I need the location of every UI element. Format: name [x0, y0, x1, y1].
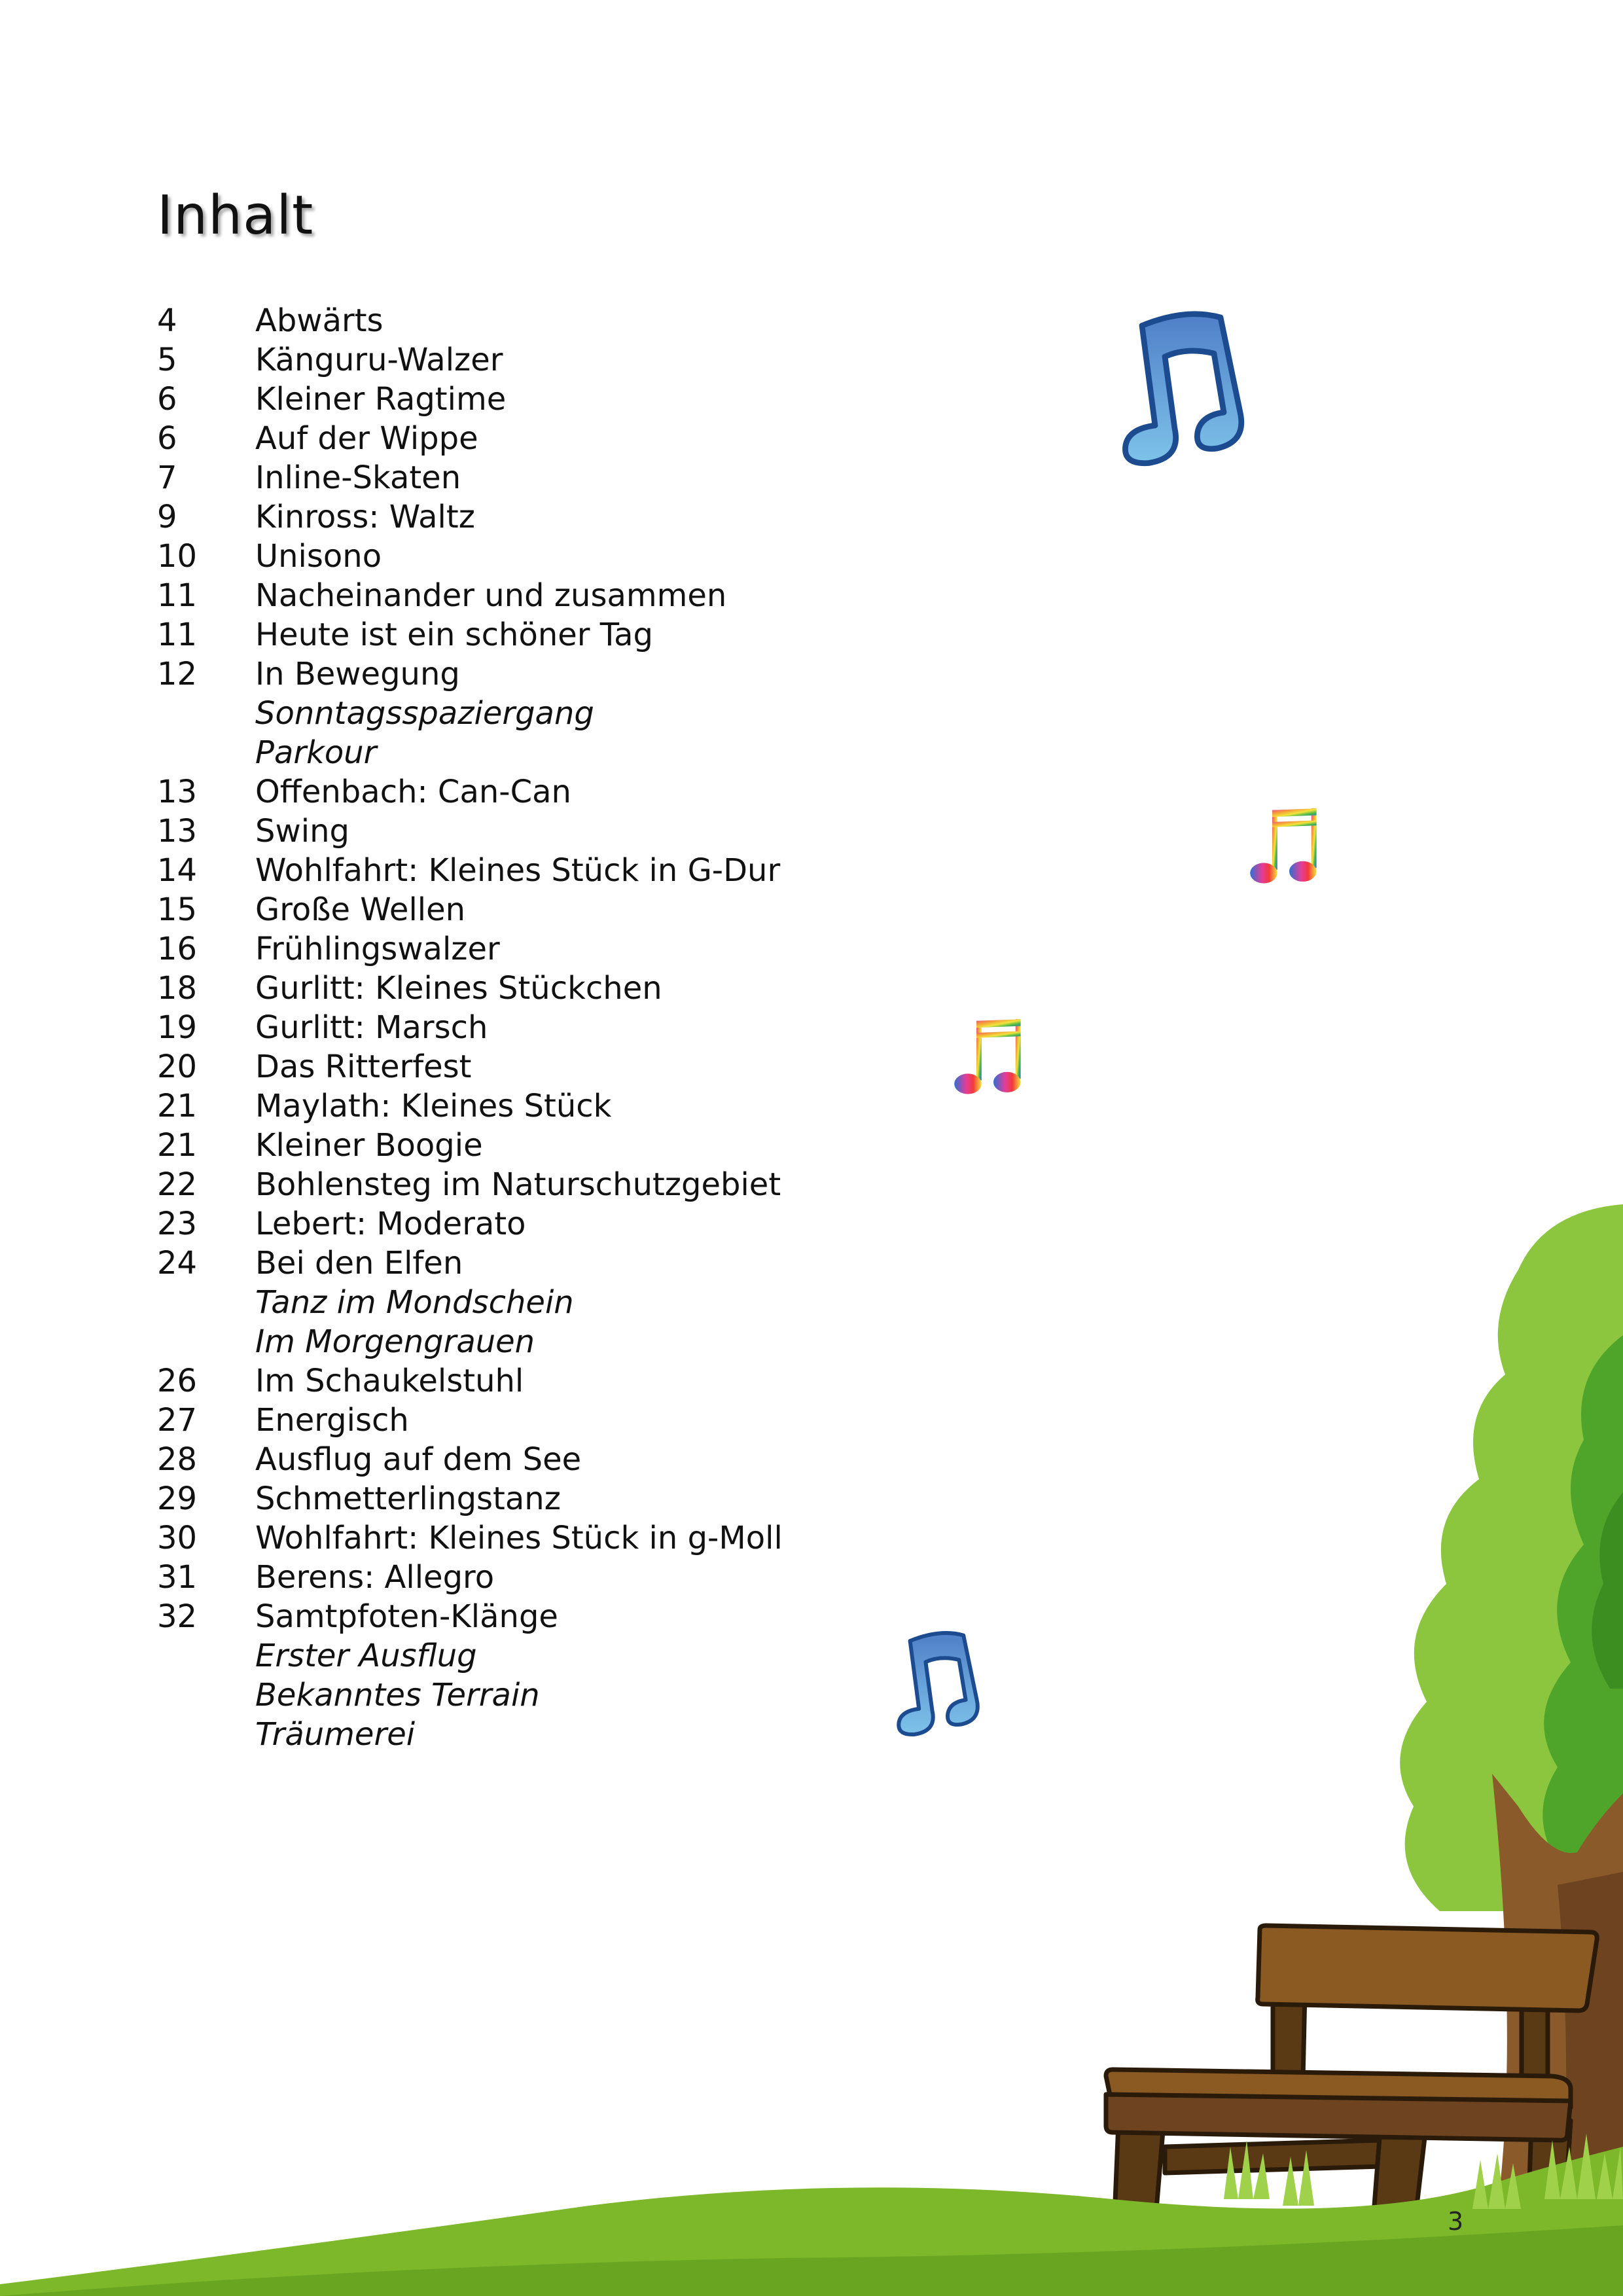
page-title: Inhalt — [157, 185, 314, 247]
toc-entry — [157, 1008, 783, 1047]
toc-title: Heute ist ein schöner Tag — [255, 617, 654, 653]
toc-title: Känguru-Walzer — [255, 342, 503, 378]
toc-entry — [157, 419, 783, 458]
toc-entry — [157, 772, 783, 812]
toc-entry — [157, 851, 783, 890]
toc-page-number: 18 — [157, 970, 198, 1007]
toc-title: Offenbach: Can-Can — [255, 774, 571, 810]
toc-page-number — [157, 694, 255, 733]
toc-title: Inline-Skaten — [255, 459, 461, 496]
toc-page-number: 9 — [157, 499, 177, 535]
toc-page-number: 22 — [157, 1166, 198, 1203]
toc-title: Abwärts — [255, 302, 383, 339]
toc-entry — [157, 380, 783, 419]
toc-title: Schmetterlingstanz — [255, 1480, 561, 1517]
toc-title: Samtpfoten-Klänge — [255, 1598, 558, 1635]
toc-page-number: 14 — [157, 852, 198, 889]
toc-entry — [157, 340, 783, 380]
toc-subtitle: Träumerei — [255, 1716, 416, 1753]
toc-page-number: 6 — [157, 381, 177, 418]
toc-page-number: 21 — [157, 1088, 198, 1124]
toc-subtitle: Im Morgengrauen — [255, 1323, 535, 1360]
toc-entry — [157, 733, 783, 772]
toc-page-number: 11 — [157, 617, 198, 653]
toc-entry — [157, 969, 783, 1008]
toc-title: Bohlensteg im Naturschutzgebiet — [255, 1166, 781, 1203]
toc-page-number: 13 — [157, 774, 198, 810]
toc-title: Lebert: Moderato — [255, 1206, 526, 1242]
toc-entry — [157, 537, 783, 576]
toc-entry — [157, 576, 783, 615]
park-scene-illustration — [0, 1178, 1623, 2296]
toc-page-number: 30 — [157, 1520, 198, 1556]
toc-page-number: 28 — [157, 1441, 198, 1478]
toc-entry — [157, 615, 783, 655]
toc-title: Auf der Wippe — [255, 420, 478, 457]
toc-page-number: 20 — [157, 1049, 198, 1085]
toc-title: Frühlingswalzer — [255, 931, 500, 967]
toc-title: Im Schaukelstuhl — [255, 1363, 524, 1399]
toc-entry — [157, 497, 783, 537]
toc-page-number: 29 — [157, 1480, 198, 1517]
toc-page-number: 21 — [157, 1127, 198, 1164]
toc-page-number: 31 — [157, 1559, 198, 1596]
toc-title: Ausflug auf dem See — [255, 1441, 582, 1478]
toc-page-number: 24 — [157, 1245, 198, 1282]
rainbow-music-note-icon — [948, 1016, 1039, 1101]
toc-page-number: 32 — [157, 1598, 198, 1635]
toc-subtitle: Sonntagsspaziergang — [255, 695, 594, 732]
toc-title: Swing — [255, 813, 349, 850]
toc-page-number — [157, 733, 255, 772]
toc-page-number: 26 — [157, 1363, 198, 1399]
toc-entry — [157, 1047, 783, 1086]
toc-title: Energisch — [255, 1402, 409, 1439]
toc-page-number: 19 — [157, 1009, 198, 1046]
toc-entry — [157, 812, 783, 851]
toc-entry — [157, 890, 783, 929]
page-number: 3 — [1448, 2207, 1464, 2236]
toc-page-number: 7 — [157, 459, 177, 496]
toc-title: Berens: Allegro — [255, 1559, 495, 1596]
toc-title: Wohlfahrt: Kleines Stück in g-Moll — [255, 1520, 783, 1556]
toc-page-number: 23 — [157, 1206, 198, 1242]
toc-entry — [157, 694, 783, 733]
toc-entry — [157, 1086, 783, 1126]
toc-title: In Bewegung — [255, 656, 460, 692]
rainbow-music-note-icon — [1247, 805, 1332, 890]
toc-title: Wohlfahrt: Kleines Stück in G-Dur — [255, 852, 781, 889]
toc-subtitle: Erster Ausflug — [255, 1638, 477, 1674]
toc-subtitle: Parkour — [255, 734, 377, 771]
toc-subtitle: Tanz im Mondschein — [255, 1284, 574, 1321]
toc-title: Gurlitt: Kleines Stückchen — [255, 970, 662, 1007]
toc-title: Das Ritterfest — [255, 1049, 472, 1085]
toc-page-number: 15 — [157, 891, 198, 928]
toc-title: Maylath: Kleines Stück — [255, 1088, 612, 1124]
toc-page-number: 11 — [157, 577, 198, 614]
toc-page-number: 10 — [157, 538, 198, 575]
toc-title: Kleiner Boogie — [255, 1127, 483, 1164]
toc-page-number: 4 — [157, 302, 177, 339]
toc-page-number: 12 — [157, 656, 198, 692]
toc-page-number: 13 — [157, 813, 198, 850]
toc-entry — [157, 458, 783, 497]
toc-page-number: 6 — [157, 420, 177, 457]
toc-title: Bei den Elfen — [255, 1245, 463, 1282]
toc-title: Kleiner Ragtime — [255, 381, 507, 418]
music-note-icon — [1113, 304, 1276, 468]
toc-title: Unisono — [255, 538, 382, 575]
toc-entry — [157, 1126, 783, 1165]
toc-page-number: 5 — [157, 342, 177, 378]
toc-title: Kinross: Waltz — [255, 499, 475, 535]
toc-title: Gurlitt: Marsch — [255, 1009, 488, 1046]
toc-page-number: 16 — [157, 931, 198, 967]
toc-subtitle: Bekanntes Terrain — [255, 1677, 540, 1713]
toc-title: Große Wellen — [255, 891, 466, 928]
tree — [1400, 1204, 1623, 2199]
toc-title: Nacheinander und zusammen — [255, 577, 727, 614]
toc-entry — [157, 929, 783, 969]
toc-page-number: 27 — [157, 1402, 198, 1439]
toc-entry — [157, 301, 783, 340]
toc-entry — [157, 655, 783, 694]
